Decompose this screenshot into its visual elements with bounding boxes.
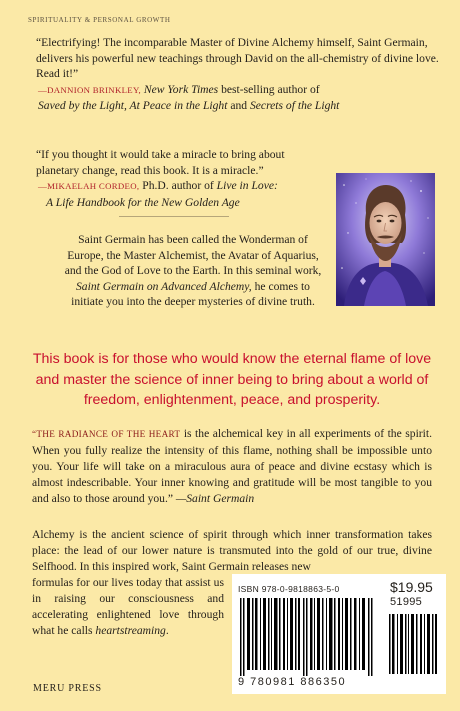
highlight-statement: This book is for those who would know the eternal flame of love and master the science of inner being to bring about a world of freedom, enlightenment, peace, and prosperity. (32, 351, 432, 408)
quote-attribution-text: best-selling author of (218, 82, 320, 96)
publisher-name: MERU PRESS (33, 683, 102, 694)
intro-paragraph (62, 232, 324, 310)
price-label: $19.95 (390, 579, 433, 595)
emphasized-term: heartstreaming (95, 623, 166, 637)
saint-germain-portrait (336, 173, 435, 306)
quote-attribution-name: —DANNION BRINKLEY, (38, 84, 141, 95)
quote-attribution-name: —MIKAELAH CORDEO, (38, 181, 140, 191)
paragraph-period: . (165, 623, 169, 637)
quote-attribution-text: Ph.D. author of (139, 179, 217, 192)
divider (119, 216, 229, 217)
paragraph-text: formulas for our lives today that assist us in raising our consciousness and accelerating enlightened love through what he calls (32, 576, 224, 637)
quote-attribution-book: Live in Love: (216, 179, 278, 192)
intro-text-end: he comes to initiate you into the deeper mysteries of divine truth. (71, 279, 315, 309)
quote-signature: —Saint Germain (173, 491, 255, 505)
quote-text: “Electrifying! The incomparable Master of Divine Alchemy himself, Saint Germain, delivers his powerful new teachings through David on the all-chemistry of divine love. Read it!” (36, 36, 439, 80)
isbn-barcode (232, 574, 446, 694)
quote-attribution-books: Saved by the Light, At Peace in the Light (38, 99, 228, 112)
barcode-number: 9 780981 886350 (238, 676, 347, 688)
category-label: SPIRITUALITY & PERSONAL GROWTH (28, 16, 171, 24)
quote-attribution-conjunction: and (227, 99, 250, 112)
quote-text: “If you thought it would take a miracle to bring about planetary change, read this book. It is a miracle.” (36, 148, 285, 177)
addon-barcode-bars (389, 614, 439, 674)
book-title: Saint Germain on Advanced Alchemy, (76, 279, 252, 293)
endorsement-quote-1 (36, 35, 441, 114)
quote-attribution-book: Secrets of the Light (249, 99, 340, 112)
isbn-label: ISBN 978-0-9818863-5-0 (238, 584, 340, 594)
quote-body: is the alchemical key in all experiments of the spirit. When you fully realize the intensity of this flame, nothing shall be impossible unto you. Your life will take on a miraculous aura of peace and divine ecstasy which is almost indescribable. Your inner knowing and gratitude will be most tangible to you and also to those around you.” (32, 427, 432, 505)
price-code: 51995 (390, 596, 423, 608)
quote-attribution-book-subtitle: A Life Handbook for the New Golden Age (46, 195, 240, 209)
ean-barcode-bars (240, 598, 378, 676)
endorsement-quote-2 (36, 147, 316, 210)
intro-text: Saint Germain has been called the Wonderman of Europe, the Master Alchemist, the Avatar of Aquarius, and the God of Love to the Earth. In this seminal work, (64, 233, 322, 278)
quote-attribution-publication: New York Times (143, 82, 219, 96)
alchemy-paragraph-continued (32, 575, 224, 639)
saint-germain-quote (32, 426, 432, 507)
alchemy-paragraph: Alchemy is the ancient science of spirit through which inner transformation takes place: the lead of our lower nature is transmuted into the gold of our true, divine Selfhood. In this inspired work, Saint Germain releases new (32, 528, 432, 573)
quote-lead: “THE RADIANCE OF THE HEART (32, 429, 181, 439)
